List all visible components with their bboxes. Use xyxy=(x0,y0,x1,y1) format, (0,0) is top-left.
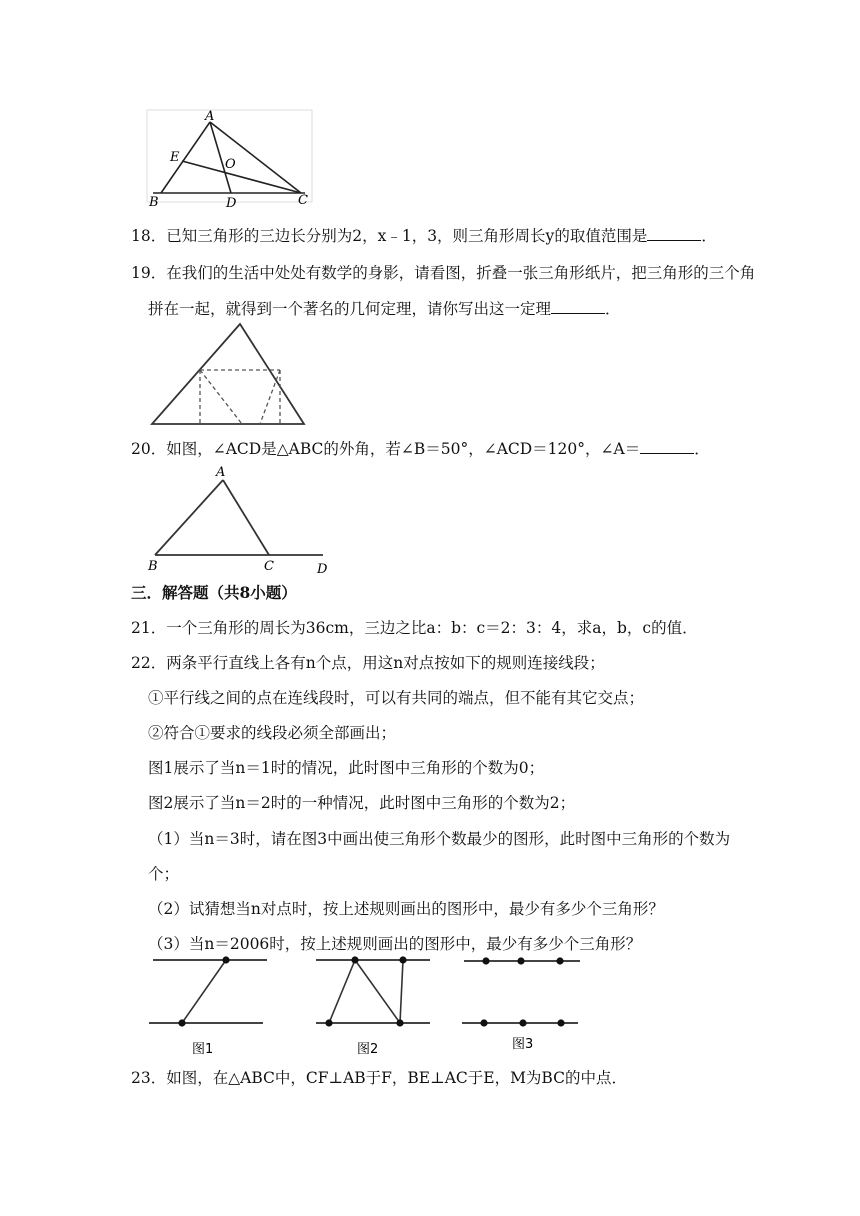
label-B: B xyxy=(149,195,159,210)
question-18: 18．已知三角形的三边长分别为2，x﹣1，3，则三角形周长y的取值范围是 ． xyxy=(131,227,717,245)
label-O: O xyxy=(225,157,236,172)
figure-3-parallel-lines xyxy=(460,950,585,1060)
question-text: 拼在一起，就得到一个著名的几何定理，请你写出这一定理 xyxy=(148,300,552,318)
figure-1-description: 图1展示了当n＝1时的情况，此时图中三角形的个数为0； xyxy=(148,759,545,777)
figure-2-parallel-lines xyxy=(312,950,437,1060)
caption-figure-3: 图3 xyxy=(512,1037,534,1052)
label-C: C xyxy=(264,559,274,574)
question-text: 两条平行直线上各有n个点，用这n对点按如下的规则连接线段； xyxy=(166,654,605,672)
figure-1-parallel-lines xyxy=(145,950,275,1060)
label-A: A xyxy=(216,465,226,480)
question-23 xyxy=(131,1067,627,1089)
question-text: 一个三角形的周长为36cm，三边之比a：b：c＝2：3：4，求a，b，c的值． xyxy=(166,619,698,637)
question-text: 如图，在△ABC中，CF⊥AB于F，BE⊥AC于E，M为BC的中点． xyxy=(166,1069,627,1087)
label-D: D xyxy=(317,562,328,577)
question-number: 20． xyxy=(131,440,167,458)
part-1: （1）当n＝3时，请在图3中画出使三角形个数最少的图形，此时图中三角形的个数为 xyxy=(148,830,731,848)
question-21 xyxy=(131,617,698,639)
caption-figure-1: 图1 xyxy=(192,1042,214,1057)
label-C: C xyxy=(298,193,308,208)
rule-1: ①平行线之间的点在连线段时，可以有共同的端点，但不能有其它交点； xyxy=(148,689,645,707)
question-22 xyxy=(131,652,605,674)
answer-blank[interactable] xyxy=(647,226,701,241)
question-19 xyxy=(131,262,755,284)
question-number: 19． xyxy=(131,264,167,282)
figure-triangle-cevians xyxy=(145,108,315,210)
question-text: 已知三角形的三边长分别为2，x﹣1，3，则三角形周长y的取值范围是 xyxy=(166,227,648,245)
question-number: 22． xyxy=(131,654,167,672)
question-19-line2: 拼在一起，就得到一个著名的几何定理，请你写出这一定理 ． xyxy=(148,300,621,318)
figure-2-description: 图2展示了当n＝2时的一种情况，此时图中三角形的个数为2； xyxy=(148,794,576,812)
part-3: （3）当n＝2006时，按上述规则画出的图形中，最少有多少个三角形？ xyxy=(148,935,642,953)
rule-2: ②符合①要求的线段必须全部画出； xyxy=(148,724,397,742)
question-number: 21． xyxy=(131,619,167,637)
question-number: 23． xyxy=(131,1069,167,1087)
answer-blank[interactable] xyxy=(551,299,605,314)
part-2: （2）试猜想当n对点时，按上述规则画出的图形中，最少有多少个三角形？ xyxy=(148,900,664,918)
answer-blank[interactable] xyxy=(640,439,694,454)
question-text: 在我们的生活中处处有数学的身影，请看图，折叠一张三角形纸片，把三角形的三个角 xyxy=(166,264,756,282)
part-1-continued: 个； xyxy=(148,865,180,883)
label-B: B xyxy=(148,559,158,574)
question-20: 20．如图，∠ACD是△ABC的外角，若∠B＝50°，∠ACD＝120°，∠A＝ ． xyxy=(131,440,710,458)
figure-folded-triangle xyxy=(148,320,308,428)
label-A: A xyxy=(205,109,215,124)
section-heading: 三．解答题（共8小题） xyxy=(131,583,297,602)
question-number: 18． xyxy=(131,227,167,245)
caption-figure-2: 图2 xyxy=(357,1042,379,1057)
label-D: D xyxy=(226,196,237,210)
question-text: 如图，∠ACD是△ABC的外角，若∠B＝50°，∠ACD＝120°，∠A＝ xyxy=(166,440,641,458)
figure-exterior-angle xyxy=(145,464,335,578)
label-E: E xyxy=(170,150,180,165)
